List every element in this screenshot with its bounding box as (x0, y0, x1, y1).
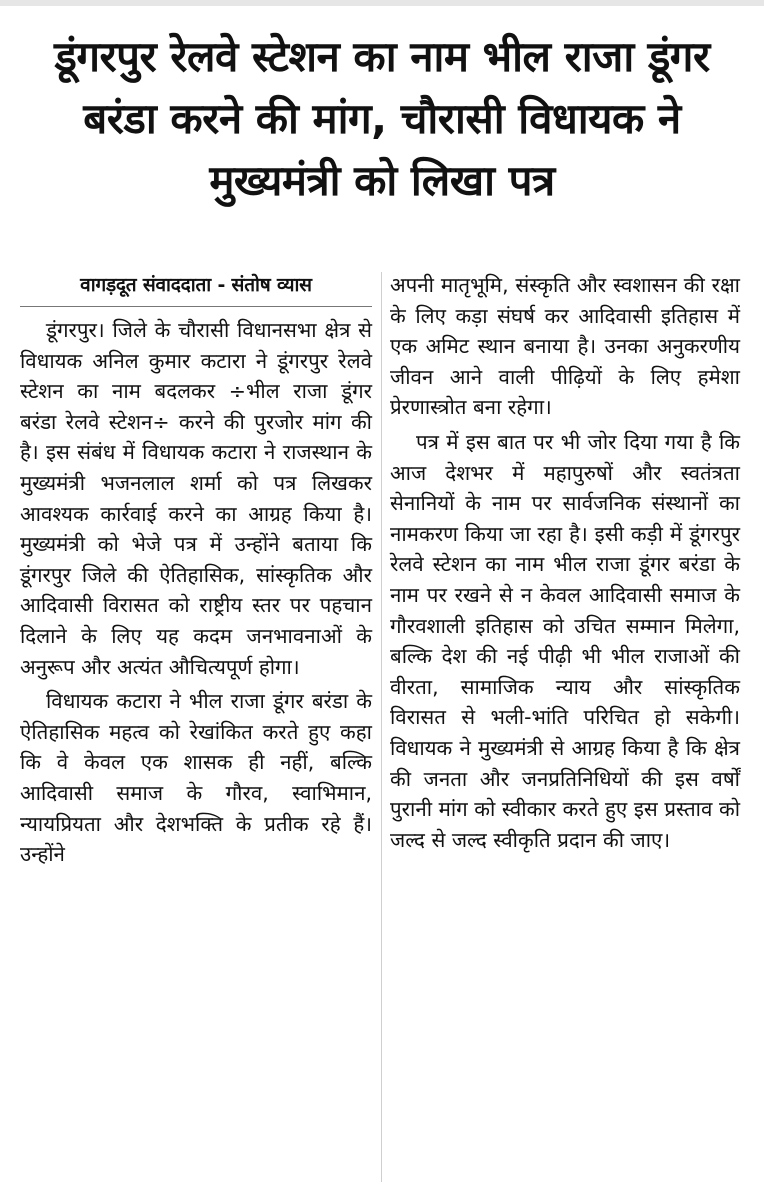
article-paragraph: डूंगरपुर। जिले के चौरासी विधानसभा क्षेत्र से विधायक अनिल कुमार कटारा ने डूंगरपुर रेलवे स्टेशन का नाम बदलकर ÷भील राजा डूंगर बरंडा रेलवे स्टेशन÷ करने की पुरजोर मांग की है। इस संबंध में विधायक कटारा ने राजस्थान के मुख्यमंत्री भजनलाल शर्मा को पत्र लिखकर आवश्यक कार्रवाई करने का आग्रह किया है। मुख्यमंत्री को भेजे पत्र में उन्होंने बताया कि डूंगरपुर जिले की ऐतिहासिक, सांस्कृतिक और आदिवासी विरासत को राष्ट्रीय स्तर पर पहचान दिलाने के लिए यह कदम जनभावनाओं के अनुरूप और अत्यंत औचित्यपूर्ण होगा। (20, 318, 372, 679)
article-byline: वागड़दूत संवाददाता - संतोष व्यास (20, 270, 372, 307)
column-divider (381, 272, 382, 1182)
article-headline: डूंगरपुर रेलवे स्टेशन का नाम भील राजा डूंगर बरंडा करने की मांग, चौरासी विधायक ने मुख्यमंत्री को लिखा पत्र (54, 32, 710, 205)
article-paragraph: अपनी मातृभूमि, संस्कृति और स्वशासन की रक्षा के लिए कड़ा संघर्ष कर आदिवासी इतिहास में एक अमिट स्थान बनाया है। उनका अनुकरणीय जीवन आने वाली पीढ़ियों के लिए हमेशा प्रेरणास्त्रोत बना रहेगा। (390, 273, 740, 420)
article-paragraph: विधायक कटारा ने भील राजा डूंगर बरंडा के ऐतिहासिक महत्व को रेखांकित करते हुए कहा कि वे केवल एक शासक ही नहीं, बल्कि आदिवासी समाज के गौरव, स्वाभिमान, न्यायप्रियता और देशभक्ति के प्रतीक रहे हैं। उन्होंने (20, 689, 372, 867)
article-paragraph: पत्र में इस बात पर भी जोर दिया गया है कि आज देशभर में महापुरुषों और स्वतंत्रता सेनानियों के नाम पर सार्वजनिक संस्थानों का नामकरण किया जा रहा है। इसी कड़ी में डूंगरपुर रेलवे स्टेशन का नाम भील राजा डूंगर बरंडा के नाम पर रखने से न केवल आदिवासी समाज के गौरवशाली इतिहास को उचित सम्मान मिलेगा, बल्कि देश की नई पीढ़ी भी भील राजाओं की वीरता, सामाजिक न्याय और सांस्कृतिक विरासत से भली-भांति परिचित हो सकेगी। विधायक ने मुख्यमंत्री से आग्रह किया है कि क्षेत्र की जनता और जनप्रतिनिधियों की इस वर्षों पुरानी मांग को स्वीकार करते हुए इस प्रस्ताव को जल्द से जल्द स्वीकृति प्रदान की जाए। (390, 429, 740, 852)
article-column-right (390, 270, 740, 855)
article-column-left (20, 270, 372, 870)
page-top-border (0, 0, 764, 6)
